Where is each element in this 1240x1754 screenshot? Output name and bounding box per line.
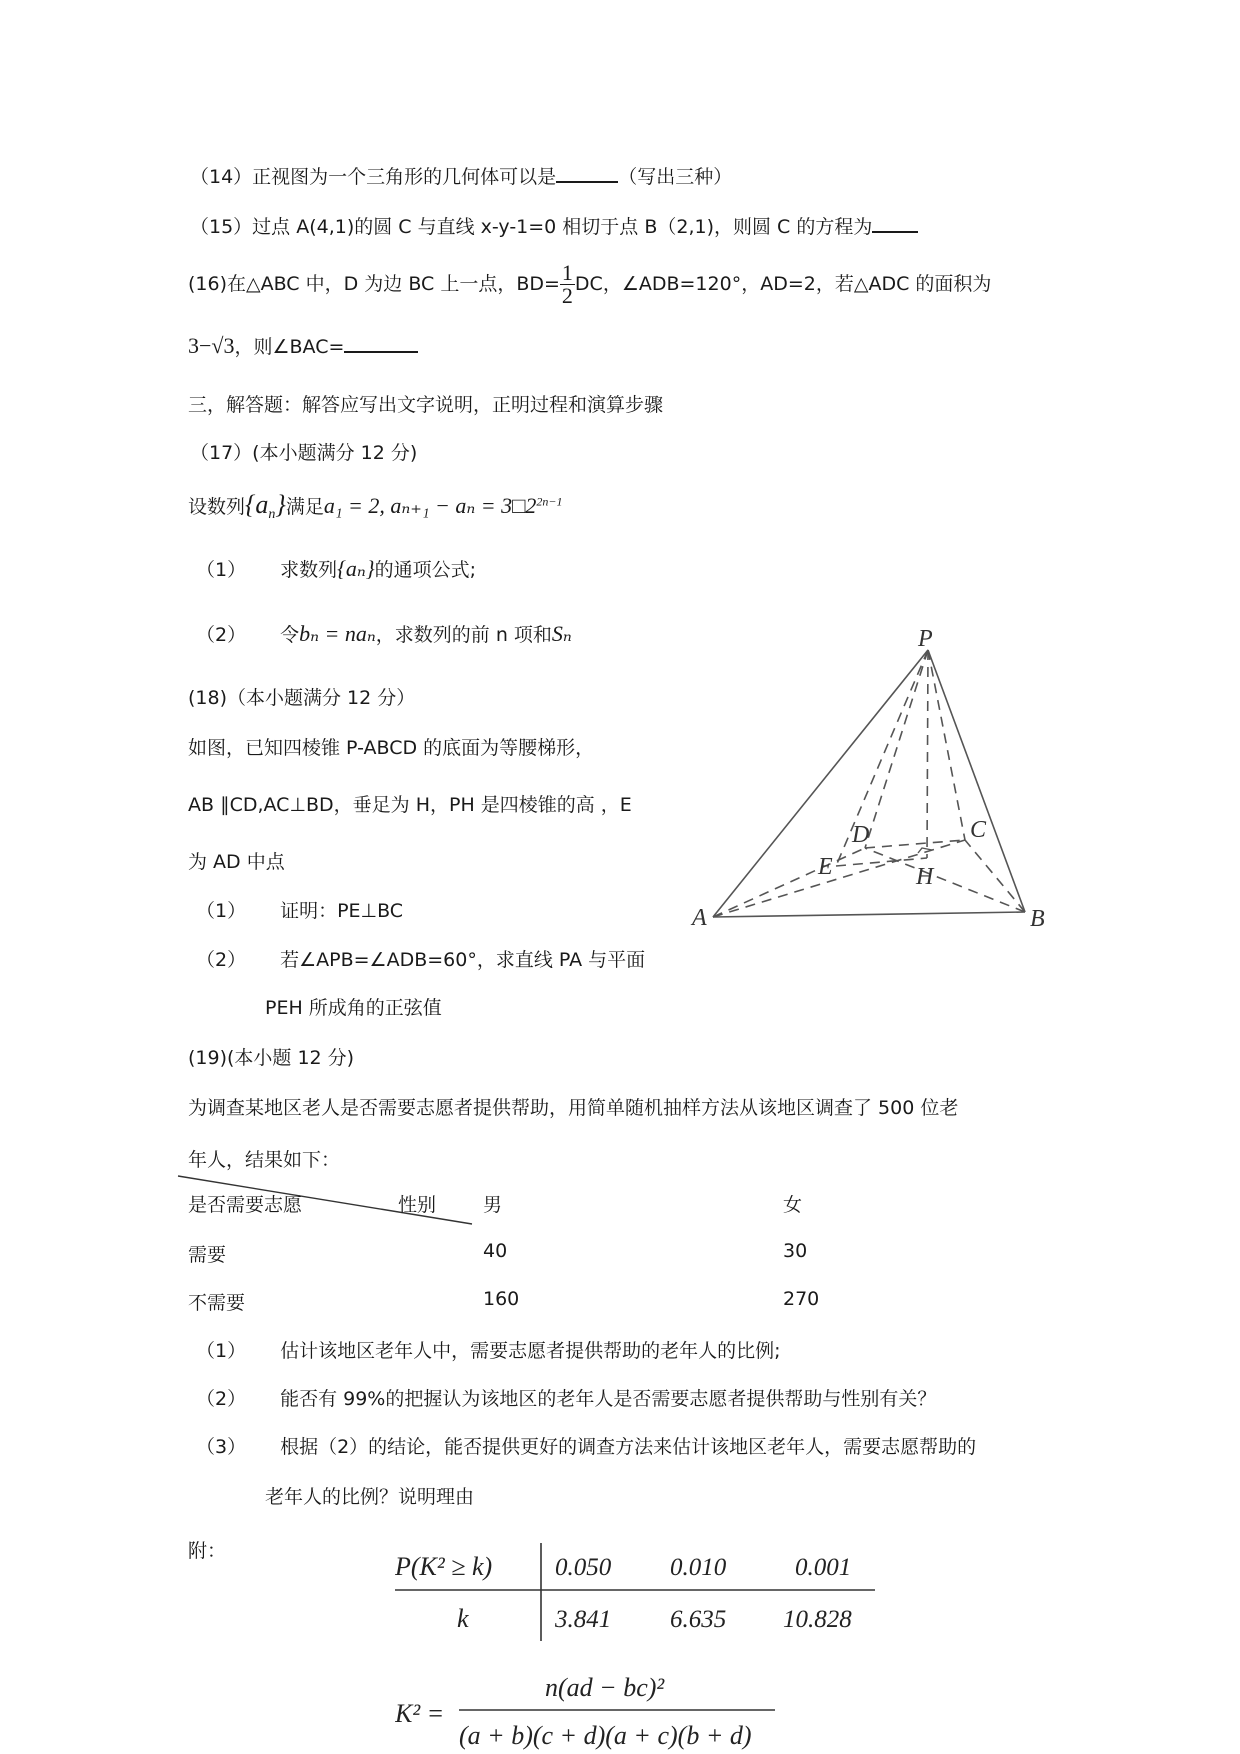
table-header-male: 男 [483,1194,503,1216]
label-h: H [916,864,934,890]
label-a: A [692,905,707,930]
ptable-row2-label: k [457,1604,469,1633]
ptable-cell: 0.001 [795,1554,852,1581]
q18-part1: （1） 证明：PE⊥BC [196,900,404,922]
table-row-label: 不需要 [188,1292,246,1314]
edge-ad [713,848,865,917]
edge-pc [928,650,965,840]
q18-line1: 如图，已知四棱锥 P-ABCD 的底面为等腰梯形， [188,737,595,759]
fraction-one-half: $\frac{1}{2}$ [561,260,573,308]
question-16-line2 [188,332,418,359]
ptable-row1-label: P(K² ≥ k) [395,1552,493,1581]
appendix-label: 附： [188,1540,227,1562]
label-c: C [970,817,987,843]
answer-blank [872,213,918,233]
q18-line3: 为 AD 中点 [188,851,285,873]
ptable-cell: 10.828 [783,1606,852,1633]
section-3-heading: 三，解答题：解答应写出文字说明，正明过程和演算步骤 [188,394,664,416]
q14-text: （14）正视图为一个三角形的几何体可以是 [190,166,557,188]
q16-math: 3−√3 [188,333,235,358]
q17-part2: （2） 令bₙ = naₙ，求数列的前 n 项和Sₙ [196,621,572,646]
pyramid-figure [690,630,1070,930]
q19-header: (19)(本小题 12 分) [188,1047,355,1069]
q19-line1: 为调查某地区老人是否需要志愿者提供帮助，用简单随机抽样方法从该地区调查了 500 位老 [188,1097,959,1119]
q16-part2: DC，∠ADB=120°，AD=2，若△ADC 的面积为 [574,273,992,295]
table-row-label: 需要 [188,1244,227,1266]
table-corner-right: 性别 [398,1194,437,1216]
table-cell-male: 160 [483,1288,520,1310]
q14-tail: （写出三种） [618,166,733,188]
edge-bd [865,848,1025,912]
label-e: E [818,854,833,880]
edge-pb [928,650,1025,912]
q15-text: （15）过点 A(4,1)的圆 C 与直线 x-y-1=0 相切于点 B（2,1)，则圆 C 的方程为 [190,216,873,238]
formula-lhs: K² = [395,1699,445,1728]
label-p: P [918,630,933,652]
q19-part2: （2） 能否有 99%的把握认为该地区的老年人是否需要志愿者提供帮助与性别有关？ [196,1388,937,1410]
label-d: D [852,822,870,848]
q19-part3: （3） 根据（2）的结论，能否提供更好的调查方法来估计该地区老年人，需要志愿帮助的 [196,1436,977,1458]
formula-numerator: n(ad − bc)² [545,1673,665,1702]
critical-value-table [395,1537,885,1647]
k-squared-formula [395,1660,825,1754]
edge-ph [927,650,928,858]
edge-bc [965,840,1025,912]
ptable-cell: 6.635 [670,1606,727,1633]
q17-part1: （1） 求数列{aₙ}的通项公式; [196,556,477,581]
q19-part3-cont: 老年人的比例？说明理由 [265,1486,475,1508]
table-cell-female: 30 [783,1240,808,1262]
q18-part2: （2） 若∠APB=∠ADB=60°，求直线 PA 与平面 [196,949,646,971]
question-15 [190,212,918,239]
ptable-cell: 3.841 [555,1606,612,1633]
q19-part1: （1） 估计该地区老年人中，需要志愿者提供帮助的老年人的比例; [196,1340,781,1362]
q19-line2: 年人，结果如下： [188,1149,341,1171]
q17-header: （17）(本小题满分 12 分) [190,442,418,464]
q17-intro: 设数列$\{a_n\}$满足a₁ = 2, $a_{n+1} - a_n = 3⁠□2^{2n-1}$ [188,490,563,522]
q18-line2: AB ∥CD,AC⊥BD，垂足为 H，PH 是四棱锥的高 ，E [188,794,632,816]
edge-pe [836,650,928,866]
edge-pd [865,650,928,848]
formula-denominator: (a + b)(c + d)(a + c)(b + d) [459,1721,752,1750]
label-b: B [1030,906,1045,930]
answer-blank [556,163,618,183]
q18-part2-cont: PEH 所成角的正弦值 [265,997,442,1019]
edge-ab [713,912,1025,917]
answer-blank [344,333,418,353]
q16-part1: (16)在△ABC 中，D 为边 BC 上一点，BD= [188,273,560,295]
q16-line2-text: ，则∠BAC= [234,336,345,358]
ptable-cell: 0.010 [670,1554,727,1581]
q18-header: (18)（本小题满分 12 分） [188,687,416,709]
question-16-line1 [188,262,991,307]
table-corner-left: 是否需要志愿 [188,1194,303,1216]
ptable-cell: 0.050 [555,1554,612,1581]
question-14 [190,162,732,189]
table-header-female: 女 [783,1194,803,1216]
table-cell-female: 270 [783,1288,820,1310]
table-cell-male: 40 [483,1240,508,1262]
